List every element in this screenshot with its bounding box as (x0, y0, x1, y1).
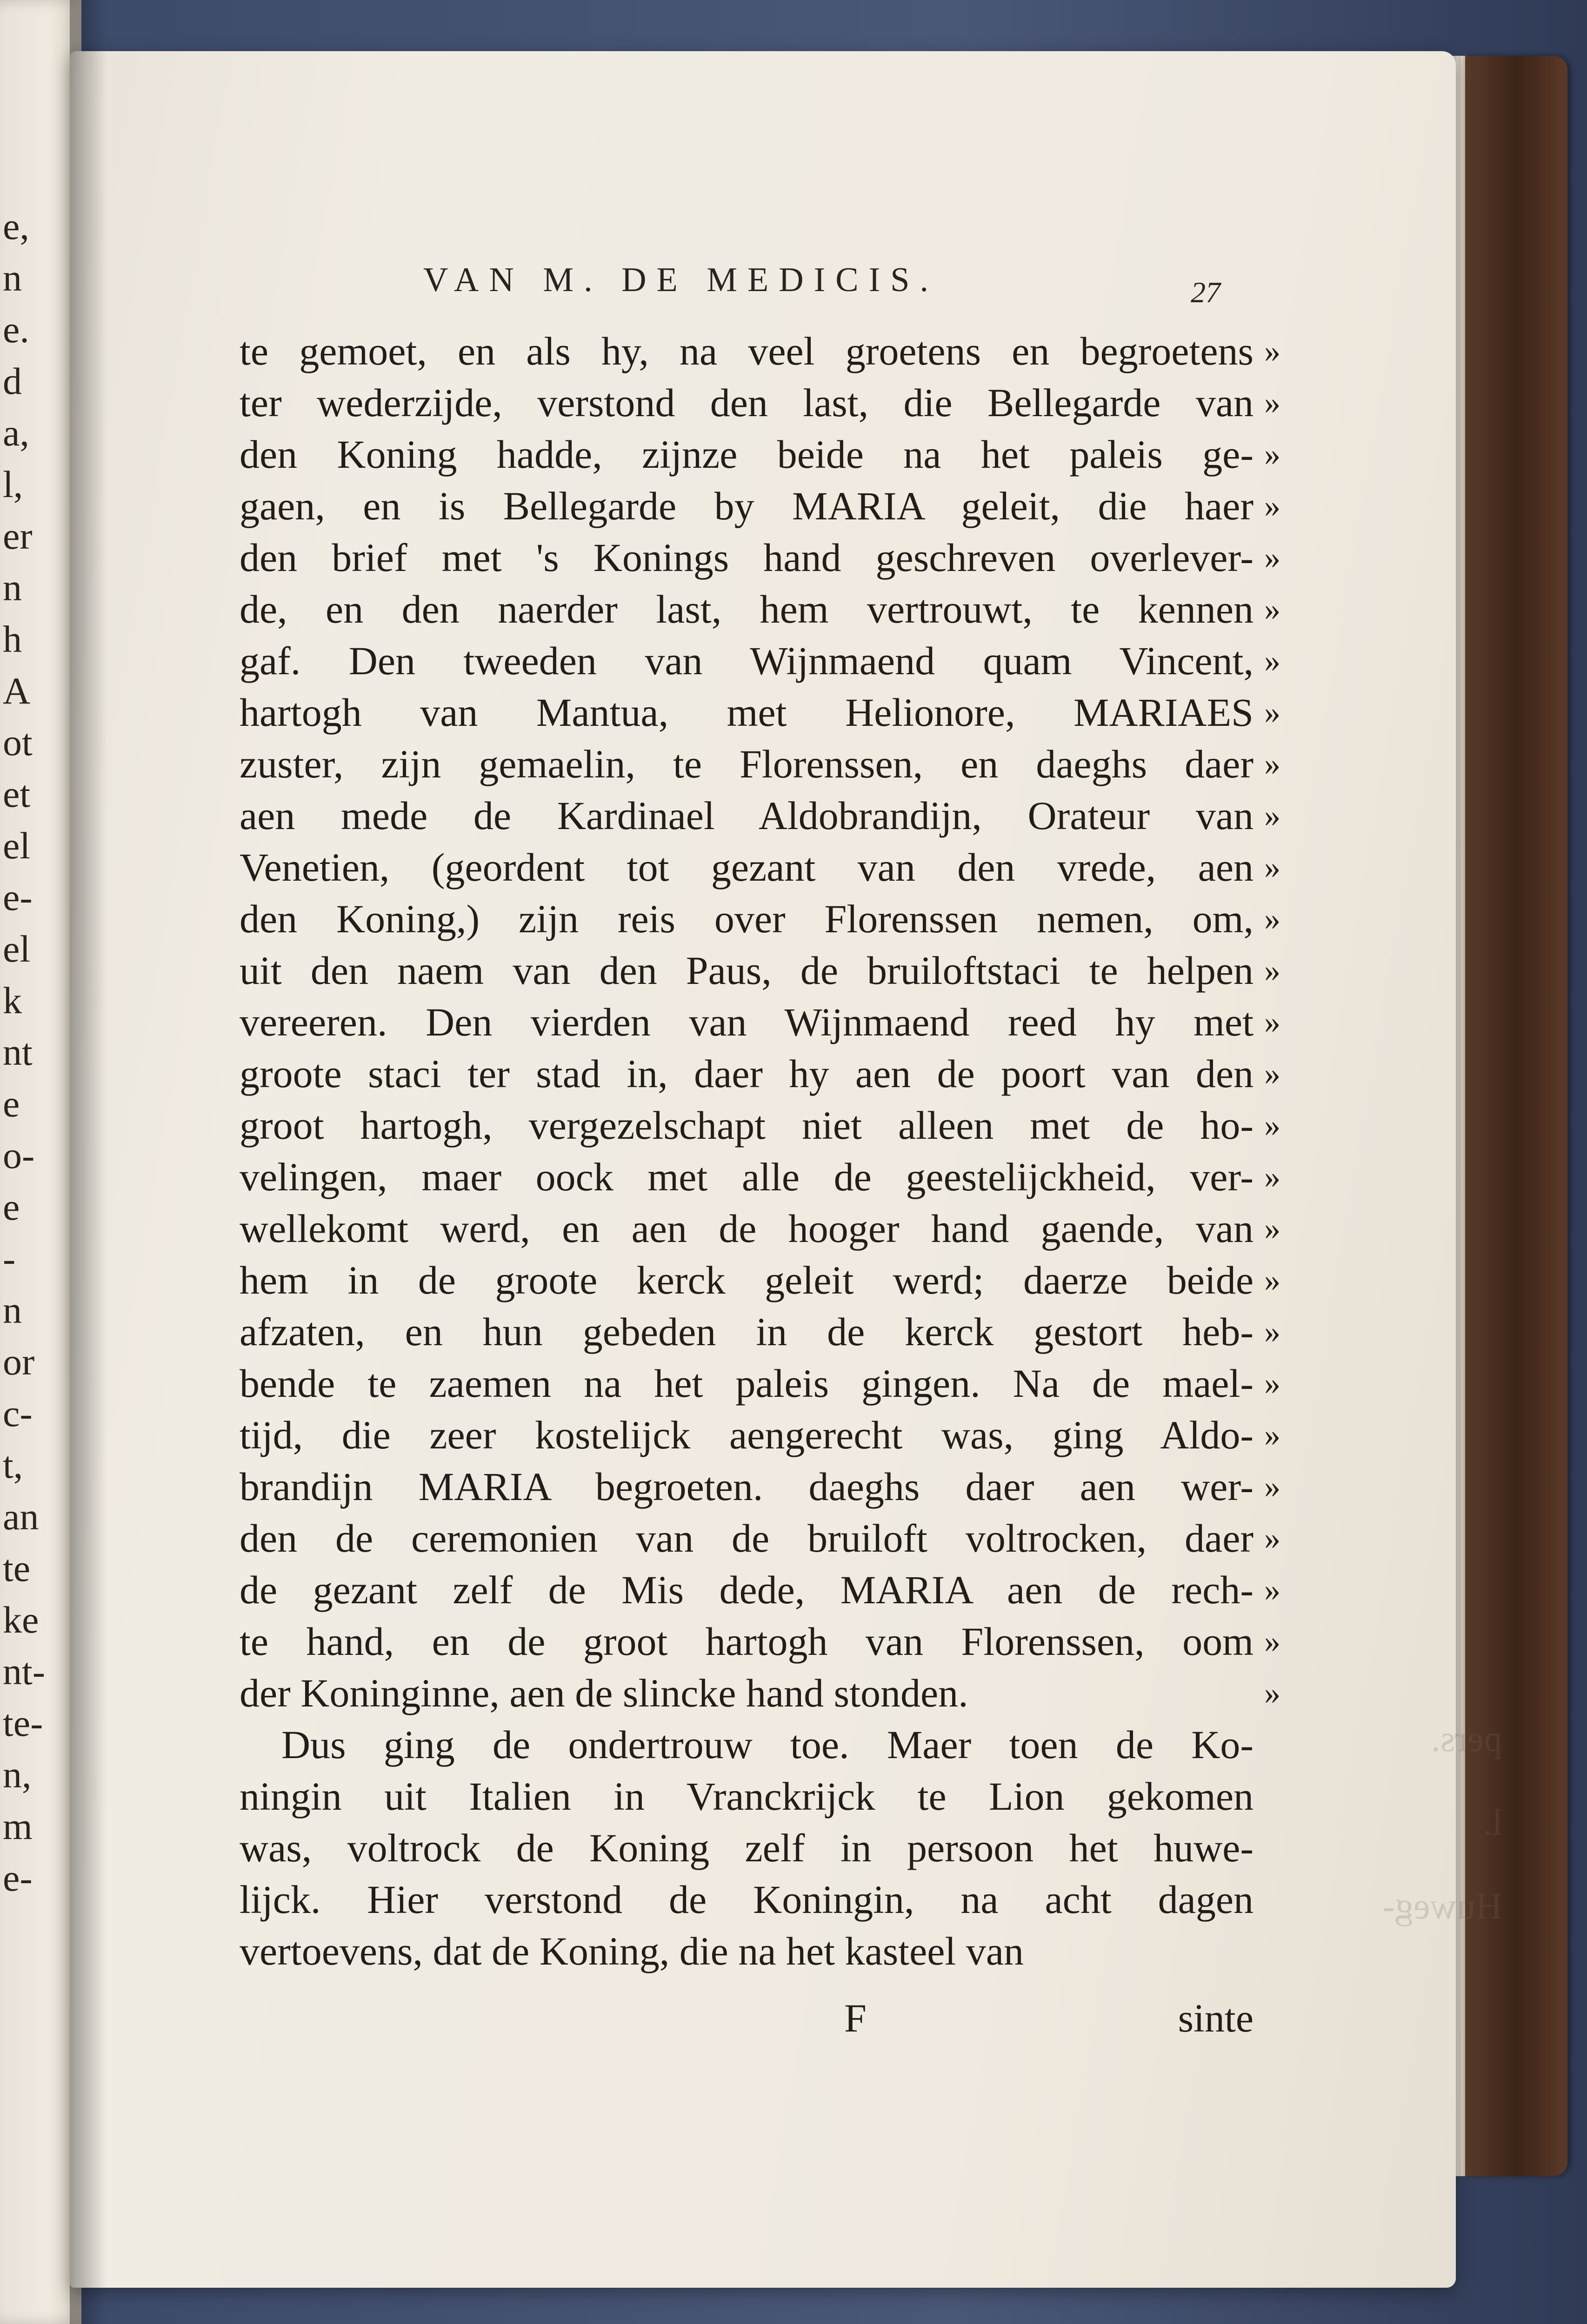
quotation-mark: » (1264, 1417, 1280, 1453)
facing-page-fragment: te (3, 1547, 31, 1589)
running-head: VAN M. DE MEDICIS. (423, 261, 939, 299)
catchword: sinte (1178, 1996, 1254, 2040)
text-line: wellekomt werd, en aen de hooger hand gaende, van (240, 1206, 1254, 1251)
quotation-mark: » (1264, 385, 1280, 421)
quotation-mark: » (1264, 1159, 1280, 1195)
facing-page-fragment: c- (3, 1392, 33, 1434)
facing-page-fragment: e. (3, 308, 29, 351)
facing-page-fragment: t, (3, 1444, 23, 1486)
facing-page-fragment: A (3, 670, 31, 712)
quotation-mark: » (1264, 1572, 1280, 1608)
facing-page-fragment: h (3, 618, 22, 660)
text-line: de gezant zelf de Mis dede, MARIA aen de rech- (240, 1567, 1254, 1612)
quotation-mark: » (1264, 953, 1280, 989)
quotation-mark: » (1264, 488, 1280, 524)
facing-page-fragment: ke (3, 1599, 39, 1641)
text-line: groot hartogh, vergezelschapt niet alleen met de ho- (240, 1103, 1254, 1148)
quotation-mark: » (1264, 1056, 1280, 1092)
left-page-edge (0, 0, 81, 2324)
quotation-mark: » (1264, 437, 1280, 472)
bleed-through-shadow: pers. l. Huweg- (1382, 1719, 1502, 1927)
facing-page-fragment: n, (3, 1753, 32, 1796)
facing-page-fragment: m (3, 1805, 33, 1847)
page-number: 27 (1191, 276, 1220, 309)
facing-page-fragment: et (3, 773, 31, 815)
quotation-mark: » (1264, 798, 1280, 834)
facing-page-fragment: ot (3, 721, 33, 764)
text-line: zuster, zijn gemaelin, te Florenssen, en daeghs daer (240, 742, 1254, 786)
text-line: bende te zaemen na het paleis gingen. Na de mael- (240, 1361, 1254, 1406)
text-line: afzaten, en hun gebeden in de kerck gestort heb- (240, 1309, 1254, 1354)
text-line: vertoevens, dat de Koning, die na het kasteel van (240, 1929, 1024, 1973)
facing-page-fragment: te- (3, 1702, 43, 1744)
quotation-mark: » (1264, 1624, 1280, 1660)
text-line: gaf. Den tweeden van Wijnmaend quam Vincent, (240, 638, 1254, 683)
quotation-mark: » (1264, 850, 1280, 885)
text-line: ningin uit Italien in Vranckrijck te Lion gekomen (240, 1774, 1254, 1819)
quotation-mark: » (1264, 643, 1280, 679)
quotation-mark: » (1264, 901, 1280, 937)
facing-page-fragment: l, (3, 463, 23, 505)
text-line: den Koning,) zijn reis over Florenssen nemen, om, (240, 896, 1254, 941)
quotation-mark: » (1264, 1211, 1280, 1247)
text-line: Dus ging de ondertrouw toe. Maer toen de Ko- (281, 1722, 1254, 1767)
facing-page-fragment: o- (3, 1134, 35, 1176)
quotation-mark: » (1264, 591, 1280, 627)
signature-mark: F (844, 1996, 867, 2040)
quotation-mark: » (1264, 1314, 1280, 1350)
text-line: uit den naem van den Paus, de bruiloftstaci te helpen (240, 948, 1254, 993)
facing-page-fragment: n (3, 566, 22, 609)
text-line: aen mede de Kardinael Aldobrandijn, Orateur van (240, 793, 1254, 838)
text-line: te gemoet, en als hy, na veel groetens en begroetens (240, 329, 1254, 373)
gutter-shadow (70, 0, 107, 2324)
facing-page-fragment: e (3, 1186, 20, 1228)
text-line: hartogh van Mantua, met Helionore, MARIAES (240, 690, 1254, 735)
text-line: den de ceremonien van de bruiloft voltrocken, daer (240, 1516, 1254, 1560)
facing-page-fragment: e- (3, 1857, 33, 1899)
text-line: den brief met 's Konings hand geschreven overlever- (240, 535, 1254, 580)
facing-page-fragment: nt- (3, 1650, 46, 1693)
text-line: de, en den naerder last, hem vertrouwt, te kennen (240, 587, 1254, 631)
quotation-mark: » (1264, 1004, 1280, 1040)
quotation-mark: » (1264, 1262, 1280, 1298)
quotation-mark: » (1264, 695, 1280, 730)
body-text (240, 325, 1254, 1977)
text-line: der Koninginne, aen de slincke hand stonden. (240, 1671, 968, 1715)
quotation-mark: » (1264, 1675, 1280, 1711)
facing-page-fragment: e (3, 1082, 20, 1125)
facing-page-fragment: e- (3, 876, 33, 918)
footer-line (240, 1995, 1254, 2041)
text-line: hem in de groote kerck geleit werd; daerze beide (240, 1258, 1254, 1302)
facing-page-fragment: a, (3, 412, 29, 454)
quotation-mark: » (1264, 333, 1280, 369)
text-line: gaen, en is Bellegarde by MARIA geleit, die haer (240, 484, 1254, 528)
facing-page-fragment: el (3, 824, 31, 867)
text-line: te hand, en de groot hartogh van Florenssen, oom (240, 1619, 1254, 1664)
text-line: groote staci ter stad in, daer hy aen de poort van den (240, 1051, 1254, 1096)
text-line: tijd, die zeer kostelijck aengerecht was, ging Aldo- (240, 1413, 1254, 1457)
facing-page-fragment: k (3, 979, 22, 1022)
facing-page-fragment: n (3, 257, 22, 299)
quotation-mark: » (1264, 1366, 1280, 1401)
quotation-mark: » (1264, 1469, 1280, 1505)
text-line: Venetien, (geordent tot gezant van den vrede, aen (240, 845, 1254, 890)
facing-page-fragment: nt (3, 1031, 33, 1073)
facing-page-fragment: d (3, 360, 22, 402)
page (70, 51, 1502, 2288)
text-line: lijck. Hier verstond de Koningin, na acht dagen (240, 1877, 1254, 1922)
facing-page-fragment: an (3, 1495, 39, 1538)
facing-page-fragment: or (3, 1341, 35, 1383)
text-line: was, voltrock de Koning zelf in persoon het huwe- (240, 1826, 1254, 1870)
facing-page-fragment: e, (3, 205, 29, 247)
facing-page-fragment: n (3, 1289, 22, 1331)
quotation-mark: » (1264, 540, 1280, 576)
facing-page-fragment: er (3, 515, 33, 557)
facing-page-fragment: - (3, 1237, 16, 1280)
quotation-mark: » (1264, 746, 1280, 782)
quotation-marks-column (1264, 325, 1292, 1719)
text-line: den Koning hadde, zijnze beide na het paleis ge- (240, 432, 1254, 477)
text-line: brandijn MARIA begroeten. daeghs daer aen wer- (240, 1464, 1254, 1509)
quotation-mark: » (1264, 1108, 1280, 1143)
facing-page-fragment: el (3, 928, 31, 970)
text-line: ter wederzijde, verstond den last, die Bellegarde van (240, 380, 1254, 425)
quotation-mark: » (1264, 1521, 1280, 1556)
text-line: velingen, maer oock met alle de geestelijckheid, ver- (240, 1155, 1254, 1199)
text-line: vereeren. Den vierden van Wijnmaend reed hy met (240, 1000, 1254, 1044)
